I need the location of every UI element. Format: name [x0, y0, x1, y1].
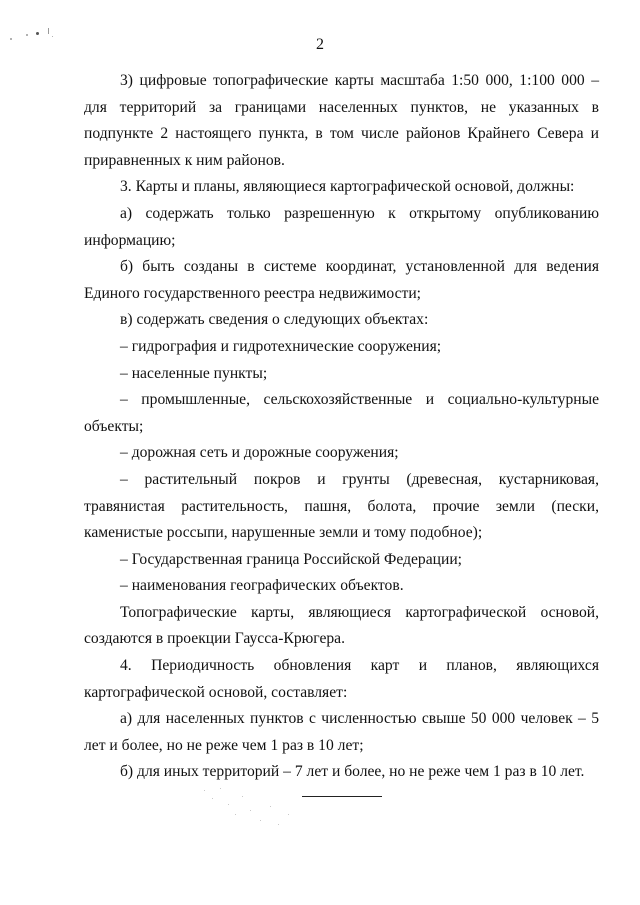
- paragraph-4a-large-settlements: а) для населенных пунктов с численностью свыше 50 000 человек – 5 лет и более, но не реже чем 1 раз в 10 лет;: [84, 710, 599, 754]
- document-body: [84, 68, 599, 786]
- list-item-road-network: – дорожная сеть и дорожные сооружения;: [120, 444, 399, 462]
- paragraph-section-3-requirements: 3. Карты и планы, являющиеся картографической основой, должны:: [120, 178, 575, 196]
- list-item-hydrography: – гидрография и гидротехнические сооружения;: [120, 337, 442, 355]
- end-of-document-rule: [302, 796, 382, 797]
- paragraph-3b-coordinate-system: б) быть созданы в системе координат, установленной для ведения Единого государственного реестра недвижимости;: [84, 258, 599, 302]
- list-item-state-border: – Государственная граница Российской Федерации;: [120, 550, 463, 568]
- list-item-geographic-names: – наименования географических объектов.: [120, 577, 404, 595]
- paragraph-gauss-kruger-projection: Топографические карты, являющиеся картографической основой, создаются в проекции Гаусса-Крюгера.: [84, 603, 599, 648]
- paragraph-4b-other-territories: б) для иных территорий – 7 лет и более, но не реже чем 1 раз в 10 лет.: [120, 763, 585, 781]
- paragraph-section-4-update-frequency: 4. Периодичность обновления карт и планов, являющихся картографической основой, составляет:: [84, 657, 599, 701]
- paragraph-3c-objects-intro: в) содержать сведения о следующих объектах:: [120, 311, 429, 329]
- list-item-settlements: – населенные пункты;: [120, 364, 268, 382]
- list-item-industrial-objects: – промышленные, сельскохозяйственные и социально-культурные объекты;: [84, 391, 599, 435]
- page-number: 2: [316, 36, 324, 53]
- list-item-vegetation-soils: – растительный покров и грунты (древесная, кустарниковая, травянистая растительность, пашня, болота, прочие земли (пески, каменистые россыпи, нарушенные земли и тому подобное);: [84, 470, 599, 542]
- paragraph-3a-public-info: а) содержать только разрешенную к открытому опубликованию информацию;: [84, 204, 599, 249]
- scan-noise: [200, 784, 310, 834]
- paragraph-item-3-maps-1-50000: 3) цифровые топографические карты масштаба 1:50 000, 1:100 000 – для территорий за границами населенных пунктов, не указанных в подпункте 2 настоящего пункта, в том числе районов Крайнего Севера и приравненных к ним районов.: [84, 72, 599, 169]
